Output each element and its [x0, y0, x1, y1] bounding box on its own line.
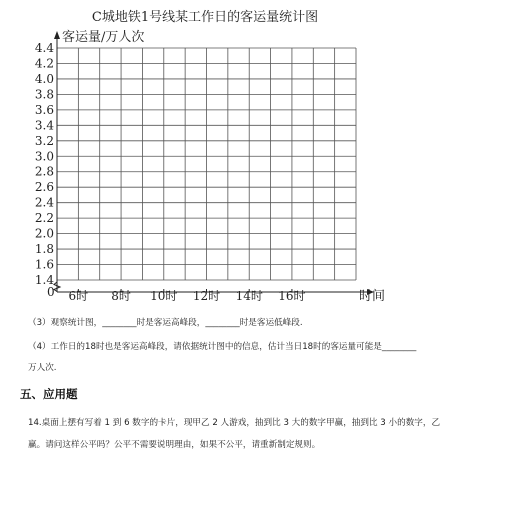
y-tick-label: 2.2: [34, 211, 54, 226]
x-tick-label: 16时: [278, 289, 306, 303]
y-tick-label: 2.0: [34, 226, 54, 241]
x-tick-label: 12时: [192, 289, 221, 303]
y-tick-label: 4.4: [34, 41, 54, 55]
x-tick-label: 6时: [68, 289, 89, 303]
problem-14-line-2: 赢。请问这样公平吗？公平不需要说明理由，如果不公平，请重新制定规则。: [28, 440, 321, 450]
vertical-gridlines: [78, 48, 356, 280]
y-tick-label: 1.6: [34, 257, 54, 272]
y-tick-label: 4.0: [34, 71, 54, 86]
y-tick-label: 3.0: [34, 149, 54, 164]
question-4-line-2: 万人次.: [28, 363, 57, 373]
y-tick-label: 1.8: [34, 242, 54, 257]
question-3: （3）观察统计图，________时是客运高峰段，________时是客运低峰段.: [28, 318, 303, 328]
chart-title: C城地铁1号线某工作日的客运量统计图: [91, 10, 319, 25]
x-tick-label: 10时: [150, 289, 178, 303]
origin-label: 0: [47, 285, 55, 299]
axes: [54, 31, 374, 295]
x-tick-labels: [69, 288, 306, 303]
question-4-line-1: （4）工作日的18时也是客运高峰段，请依据统计图中的信息，估计当日18时的客运量可能是________: [28, 342, 417, 352]
problem-14-line-1: 14.桌面上摆有写着 1 到 6 数字的卡片，现甲乙 2 人游戏，抽到比 3 大的数字甲赢，抽到比 3 小的数字，乙: [28, 418, 441, 428]
y-tick-label: 3.6: [34, 102, 54, 117]
y-tick-label: 3.2: [34, 133, 54, 148]
y-tick-label: 3.8: [34, 87, 54, 102]
y-axis-label: 客运量/万人次: [62, 30, 145, 45]
y-tick-label: 2.8: [34, 164, 54, 179]
y-tick-label: 4.2: [34, 56, 54, 71]
y-tick-labels: [35, 41, 54, 287]
x-axis-label: 时间: [358, 289, 386, 304]
section-title: 五、应用题: [20, 387, 78, 401]
x-tick-label: 14时: [235, 289, 263, 303]
y-tick-label: 2.4: [34, 195, 54, 210]
y-axis-arrow: [54, 31, 60, 39]
y-tick-label: 3.4: [34, 118, 54, 133]
y-tick-label: 2.6: [34, 180, 54, 195]
x-tick-label: 8时: [111, 289, 131, 303]
y-tick-label: 1.4: [34, 273, 54, 287]
